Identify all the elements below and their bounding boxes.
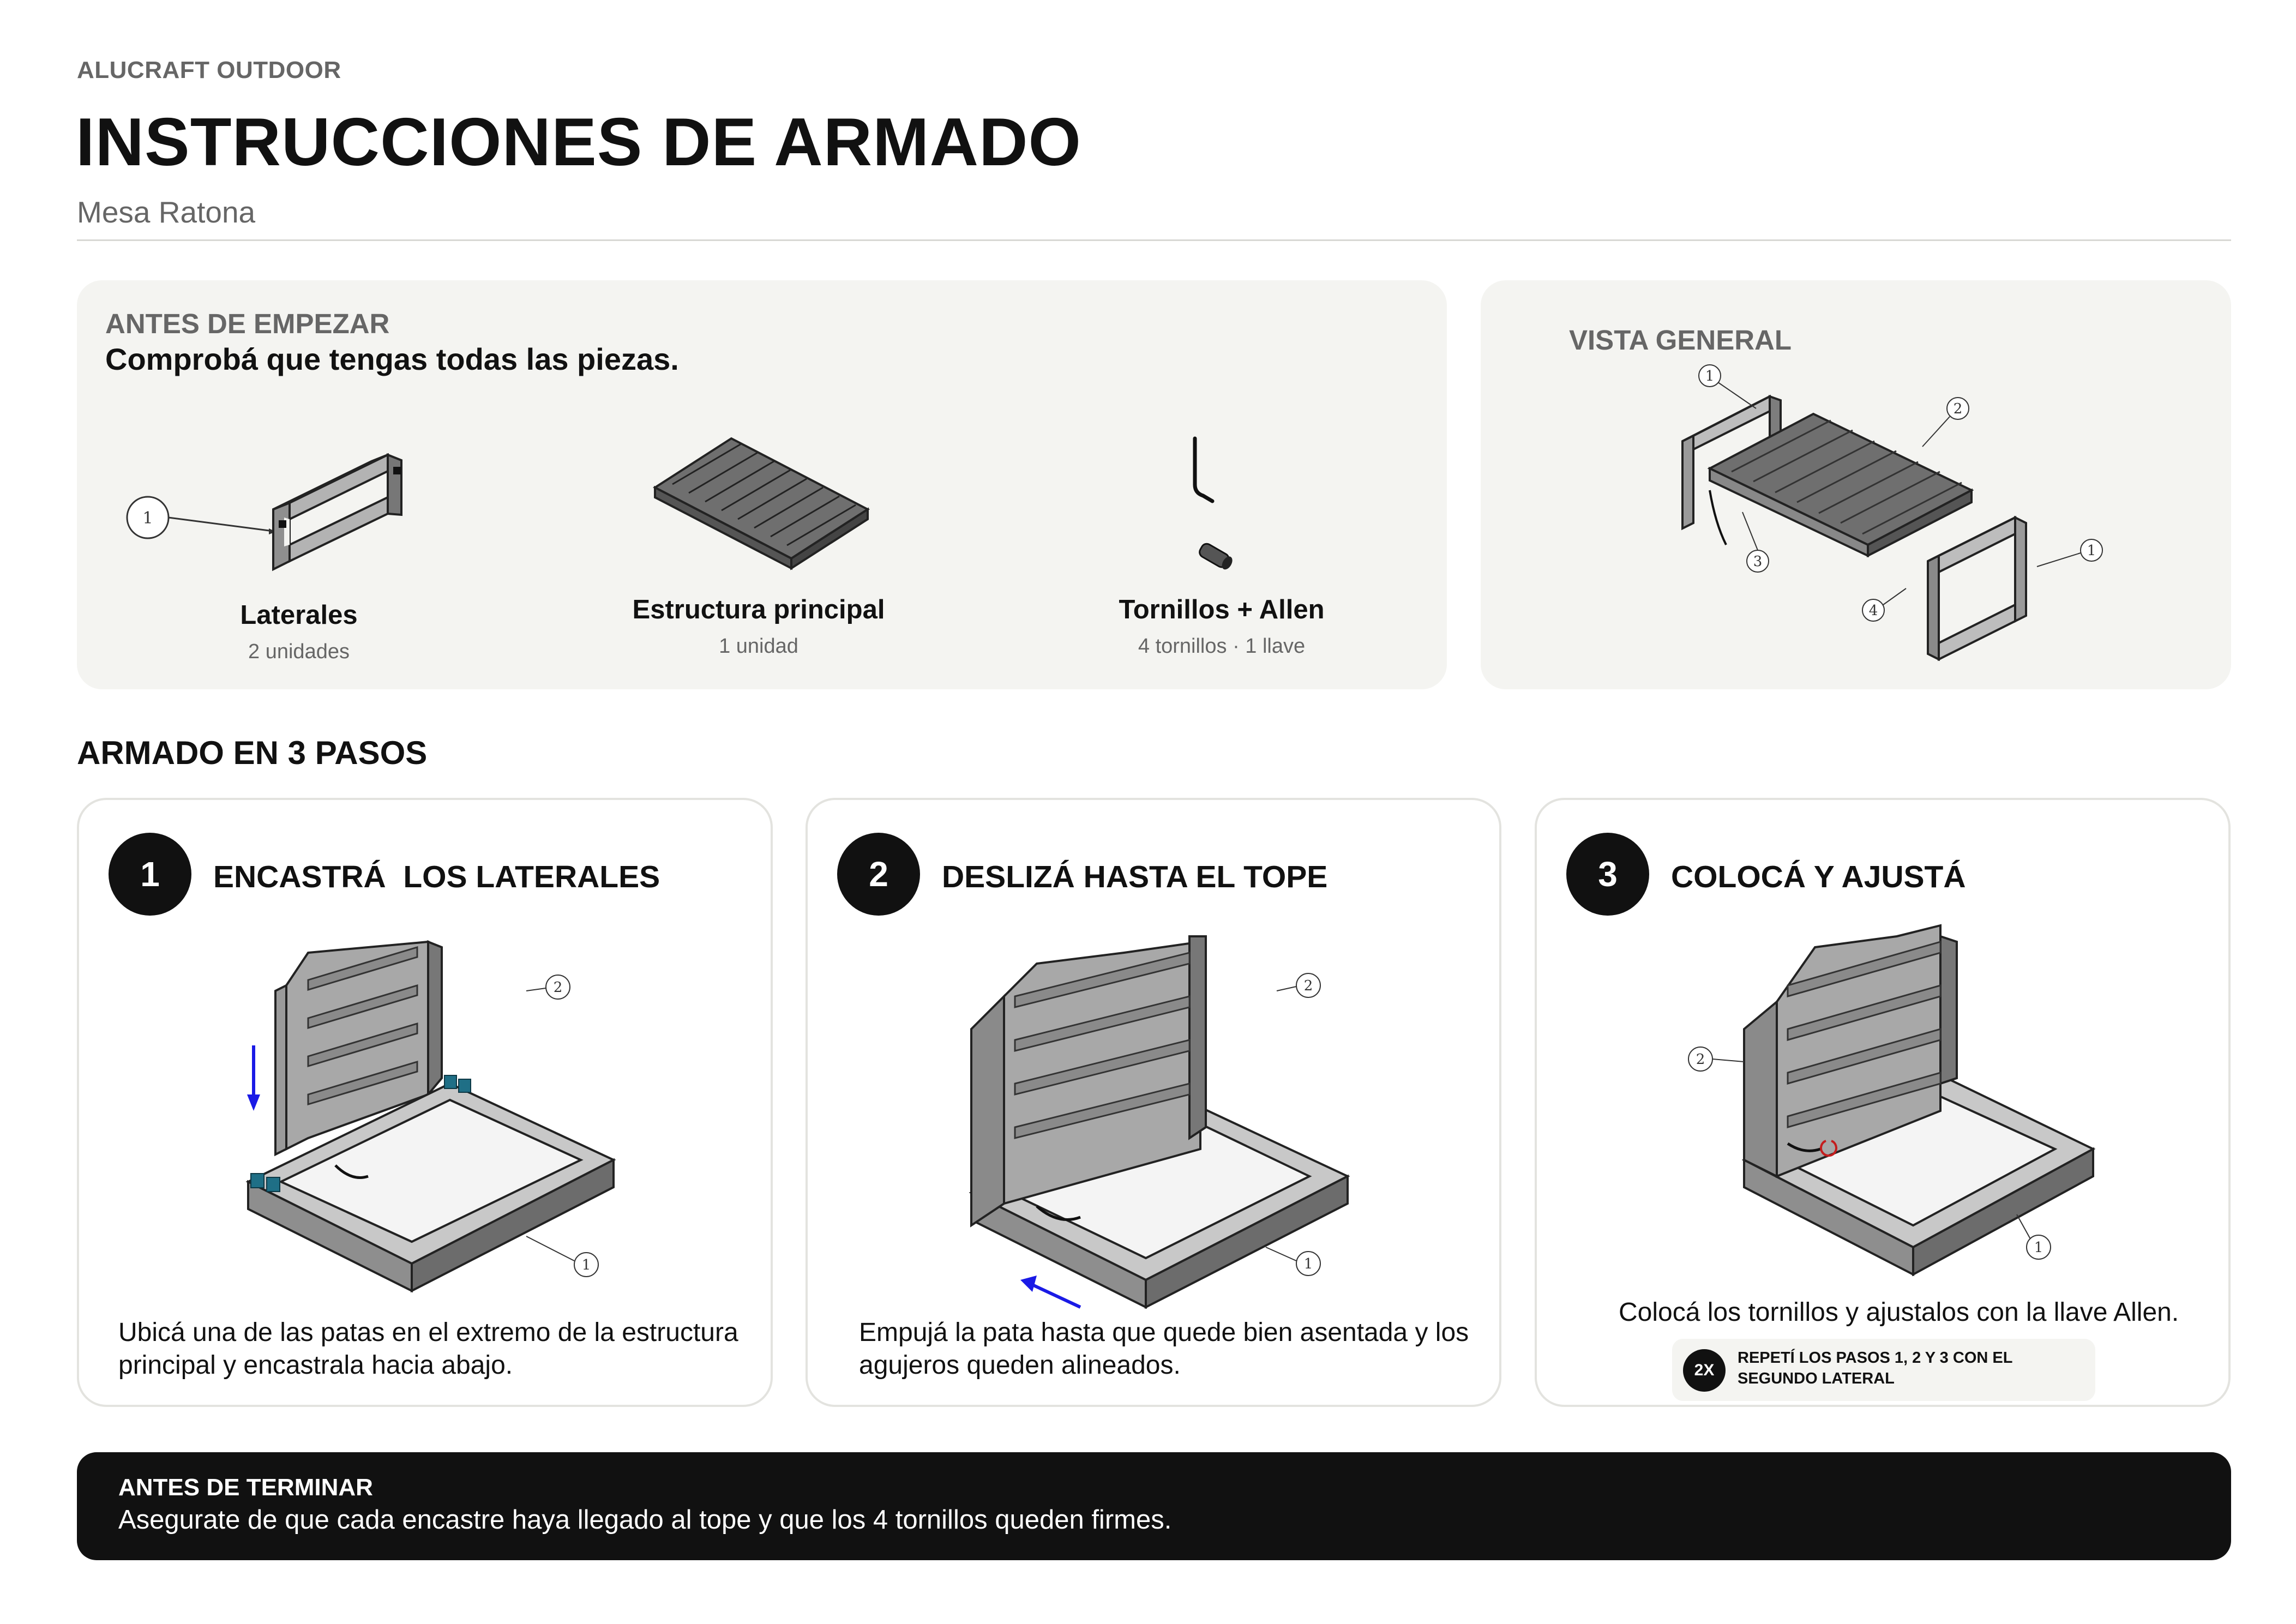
overview-callout-1: 1: [1705, 368, 1715, 384]
parts-panel: [77, 280, 1447, 689]
repeat-badge: 2X: [1683, 1349, 1726, 1392]
page-subtitle: Mesa Ratona: [77, 195, 256, 229]
repeat-text: REPETÍ LOS PASOS 1, 2 Y 3 CON EL SEGUNDO LATERAL: [1738, 1349, 2012, 1387]
step-1-callout-b: 1: [581, 1257, 591, 1273]
step-2-description: Empujá la pata hasta que quede bien asentada y los agujeros queden alineados.: [859, 1318, 1469, 1380]
step-3-title: COLOCÁ Y AJUSTÁ: [1671, 859, 1966, 894]
part-2-name: Estructura principal: [632, 595, 885, 624]
steps-section-title: ARMADO EN 3 PASOS: [77, 735, 428, 771]
step-card-1: [77, 798, 773, 1407]
parts-kicker: ANTES DE EMPEZAR: [105, 308, 390, 339]
page-title: INSTRUCCIONES DE ARMADO: [76, 105, 1082, 180]
overview-callout-3: 1: [2087, 543, 2096, 559]
footer-note: [77, 1452, 2231, 1560]
brand-name: ALUCRAFT OUTDOOR: [77, 57, 341, 83]
part-1-qty: 2 unidades: [248, 640, 350, 663]
step-1-description: Ubicá una de las patas en el extremo de la estructura principal y encastrala hacia abajo.: [118, 1318, 738, 1380]
part-1-callout: 1: [142, 509, 153, 528]
part-1-name: Laterales: [240, 600, 358, 630]
step-1-callout-a: 2: [553, 979, 563, 996]
step-3-description: Colocá los tornillos y ajustalos con la llave Allen.: [1619, 1298, 2179, 1327]
step-3-number: 3: [1566, 833, 1649, 916]
step-card-2: [806, 798, 1501, 1407]
overview-callout-5: 4: [1868, 603, 1878, 619]
step-1-title: ENCASTRÁ LOS LATERALES: [213, 859, 660, 894]
step-1-number: 1: [109, 833, 191, 916]
step-3-callout-b: 1: [2034, 1240, 2043, 1256]
overview-callout-4: 3: [1753, 554, 1763, 570]
footer-kicker: ANTES DE TERMINAR: [118, 1474, 373, 1501]
screw-and-allen-key-icon: [1179, 433, 1244, 575]
step-2-callout-a: 2: [1303, 978, 1313, 994]
step-3-callout-a: 2: [1696, 1051, 1705, 1068]
overview-callout-2: 2: [1953, 401, 1963, 417]
step-2-title: DESLIZÁ HASTA EL TOPE: [942, 859, 1328, 894]
part-3-qty: 4 tornillos · 1 llave: [1138, 635, 1306, 658]
step-1-illustration: [243, 931, 668, 1280]
overview-kicker: VISTA GENERAL: [1569, 324, 1792, 356]
parts-lead: Comprobá que tengas todas las piezas.: [105, 342, 679, 376]
header-divider: [77, 239, 2231, 241]
overview-panel: [1481, 280, 2231, 689]
exploded-assembly-diagram: [1661, 359, 2108, 665]
footer-text: Asegurate de que cada encastre haya llegado al tope y que los 4 tornillos queden firmes.: [118, 1505, 1172, 1535]
repeat-note: [1672, 1339, 2095, 1401]
part-2-qty: 1 unidad: [719, 635, 798, 658]
main-frame-icon: [650, 428, 879, 569]
step-2-number: 2: [837, 833, 920, 916]
part-3-name: Tornillos + Allen: [1119, 595, 1325, 624]
side-frame-icon: [126, 438, 475, 580]
step-2-callout-b: 1: [1303, 1256, 1313, 1272]
step-card-3: [1535, 798, 2231, 1407]
step-3-illustration: [1679, 920, 2148, 1269]
step-2-illustration: [971, 920, 1397, 1272]
